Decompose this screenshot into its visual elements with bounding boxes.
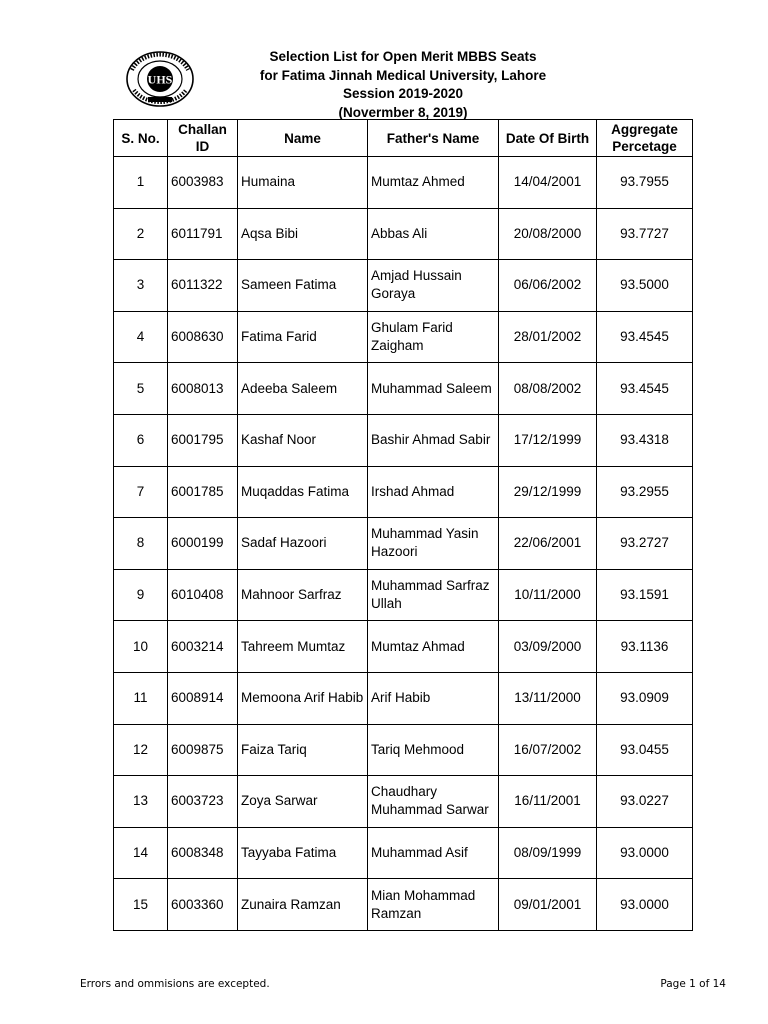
header-date-of-birth: Date Of Birth [499, 120, 597, 157]
cell-date-of-birth: 10/11/2000 [499, 569, 597, 621]
header-name: Name [238, 120, 368, 157]
cell-sno: 12 [114, 724, 168, 776]
cell-aggregate: 93.1591 [597, 569, 693, 621]
cell-challan-id: 6009875 [168, 724, 238, 776]
cell-challan-id: 6001785 [168, 466, 238, 518]
table-row [114, 208, 693, 260]
cell-father-name: Muhammad Sarfraz Ullah [368, 569, 499, 621]
cell-name: Humaina [238, 157, 368, 209]
table-header-row [114, 120, 693, 157]
cell-sno: 4 [114, 311, 168, 363]
cell-date-of-birth: 22/06/2001 [499, 518, 597, 570]
cell-name: Kashaf Noor [238, 414, 368, 466]
cell-challan-id: 6003360 [168, 879, 238, 931]
cell-father-name: Mumtaz Ahmed [368, 157, 499, 209]
cell-sno: 15 [114, 879, 168, 931]
cell-date-of-birth: 14/04/2001 [499, 157, 597, 209]
cell-name: Tayyaba Fatima [238, 827, 368, 879]
header-aggregate: Aggregate Percetage [597, 120, 693, 157]
cell-father-name: Ghulam Farid Zaigham [368, 311, 499, 363]
header-date: (Novermber 8, 2019) [338, 104, 468, 120]
cell-father-name: Muhammad Asif [368, 827, 499, 879]
cell-name: Muqaddas Fatima [238, 466, 368, 518]
header-institution: for Fatima Jinnah Medical University, Lahore [259, 67, 547, 83]
table-row [114, 260, 693, 312]
table-row [114, 724, 693, 776]
cell-father-name: Mumtaz Ahmad [368, 621, 499, 673]
svg-text:UHS: UHS [147, 72, 173, 87]
cell-challan-id: 6000199 [168, 518, 238, 570]
cell-father-name: Irshad Ahmad [368, 466, 499, 518]
cell-father-name: Abbas Ali [368, 208, 499, 260]
cell-challan-id: 6003723 [168, 776, 238, 828]
cell-aggregate: 93.0000 [597, 879, 693, 931]
cell-aggregate: 93.4318 [597, 414, 693, 466]
cell-aggregate: 93.0909 [597, 672, 693, 724]
cell-aggregate: 93.7955 [597, 157, 693, 209]
cell-date-of-birth: 20/08/2000 [499, 208, 597, 260]
cell-challan-id: 6001795 [168, 414, 238, 466]
cell-name: Fatima Farid [238, 311, 368, 363]
cell-aggregate: 93.4545 [597, 363, 693, 415]
cell-father-name: Chaudhary Muhammad Sarwar [368, 776, 499, 828]
cell-aggregate: 93.0455 [597, 724, 693, 776]
header-challan-id: Challan ID [168, 120, 238, 157]
cell-date-of-birth: 16/11/2001 [499, 776, 597, 828]
cell-aggregate: 93.2727 [597, 518, 693, 570]
table-row [114, 363, 693, 415]
table-row [114, 569, 693, 621]
cell-sno: 6 [114, 414, 168, 466]
cell-name: Zunaira Ramzan [238, 879, 368, 931]
cell-sno: 10 [114, 621, 168, 673]
selection-table [113, 119, 693, 931]
table-row [114, 827, 693, 879]
cell-father-name: Tariq Mehmood [368, 724, 499, 776]
cell-date-of-birth: 28/01/2002 [499, 311, 597, 363]
cell-sno: 2 [114, 208, 168, 260]
header-title: Selection List for Open Merit MBBS Seats [269, 49, 537, 64]
cell-sno: 7 [114, 466, 168, 518]
cell-sno: 14 [114, 827, 168, 879]
cell-challan-id: 6003983 [168, 157, 238, 209]
cell-date-of-birth: 29/12/1999 [499, 466, 597, 518]
cell-challan-id: 6008914 [168, 672, 238, 724]
cell-sno: 1 [114, 157, 168, 209]
cell-challan-id: 6010408 [168, 569, 238, 621]
cell-aggregate: 93.2955 [597, 466, 693, 518]
cell-date-of-birth: 06/06/2002 [499, 260, 597, 312]
cell-date-of-birth: 09/01/2001 [499, 879, 597, 931]
cell-aggregate: 93.0227 [597, 776, 693, 828]
cell-date-of-birth: 03/09/2000 [499, 621, 597, 673]
document-header [230, 48, 576, 122]
cell-father-name: Muhammad Yasin Hazoori [368, 518, 499, 570]
cell-name: Tahreem Mumtaz [238, 621, 368, 673]
cell-aggregate: 93.1136 [597, 621, 693, 673]
header-sno: S. No. [114, 120, 168, 157]
table-row [114, 672, 693, 724]
cell-date-of-birth: 08/09/1999 [499, 827, 597, 879]
cell-name: Aqsa Bibi [238, 208, 368, 260]
cell-date-of-birth: 17/12/1999 [499, 414, 597, 466]
cell-challan-id: 6011791 [168, 208, 238, 260]
cell-name: Faiza Tariq [238, 724, 368, 776]
cell-aggregate: 93.0000 [597, 827, 693, 879]
table-row [114, 518, 693, 570]
cell-challan-id: 6008013 [168, 363, 238, 415]
cell-challan-id: 6011322 [168, 260, 238, 312]
cell-date-of-birth: 08/08/2002 [499, 363, 597, 415]
cell-name: Memoona Arif Habib [238, 672, 368, 724]
cell-father-name: Bashir Ahmad Sabir [368, 414, 499, 466]
cell-date-of-birth: 13/11/2000 [499, 672, 597, 724]
cell-sno: 13 [114, 776, 168, 828]
table-row [114, 466, 693, 518]
cell-challan-id: 6003214 [168, 621, 238, 673]
cell-aggregate: 93.4545 [597, 311, 693, 363]
cell-aggregate: 93.7727 [597, 208, 693, 260]
cell-father-name: Muhammad Saleem [368, 363, 499, 415]
cell-aggregate: 93.5000 [597, 260, 693, 312]
cell-father-name: Arif Habib [368, 672, 499, 724]
footer-page-number: Page 1 of 14 [660, 978, 726, 990]
cell-challan-id: 6008348 [168, 827, 238, 879]
table-row [114, 776, 693, 828]
cell-sno: 11 [114, 672, 168, 724]
cell-name: Adeeba Saleem [238, 363, 368, 415]
cell-name: Zoya Sarwar [238, 776, 368, 828]
cell-name: Sadaf Hazoori [238, 518, 368, 570]
cell-name: Sameen Fatima [238, 260, 368, 312]
cell-sno: 3 [114, 260, 168, 312]
cell-sno: 8 [114, 518, 168, 570]
cell-father-name: Mian Mohammad Ramzan [368, 879, 499, 931]
cell-name: Mahnoor Sarfraz [238, 569, 368, 621]
table-row [114, 414, 693, 466]
cell-sno: 5 [114, 363, 168, 415]
cell-challan-id: 6008630 [168, 311, 238, 363]
footer-disclaimer: Errors and ommisions are excepted. [80, 978, 270, 990]
table-row [114, 879, 693, 931]
table-row [114, 311, 693, 363]
table-row [114, 157, 693, 209]
header-father-name: Father's Name [368, 120, 499, 157]
cell-sno: 9 [114, 569, 168, 621]
cell-date-of-birth: 16/07/2002 [499, 724, 597, 776]
table-row [114, 621, 693, 673]
university-seal-icon [124, 50, 196, 108]
header-session: Session 2019-2020 [342, 86, 464, 101]
cell-father-name: Amjad Hussain Goraya [368, 260, 499, 312]
